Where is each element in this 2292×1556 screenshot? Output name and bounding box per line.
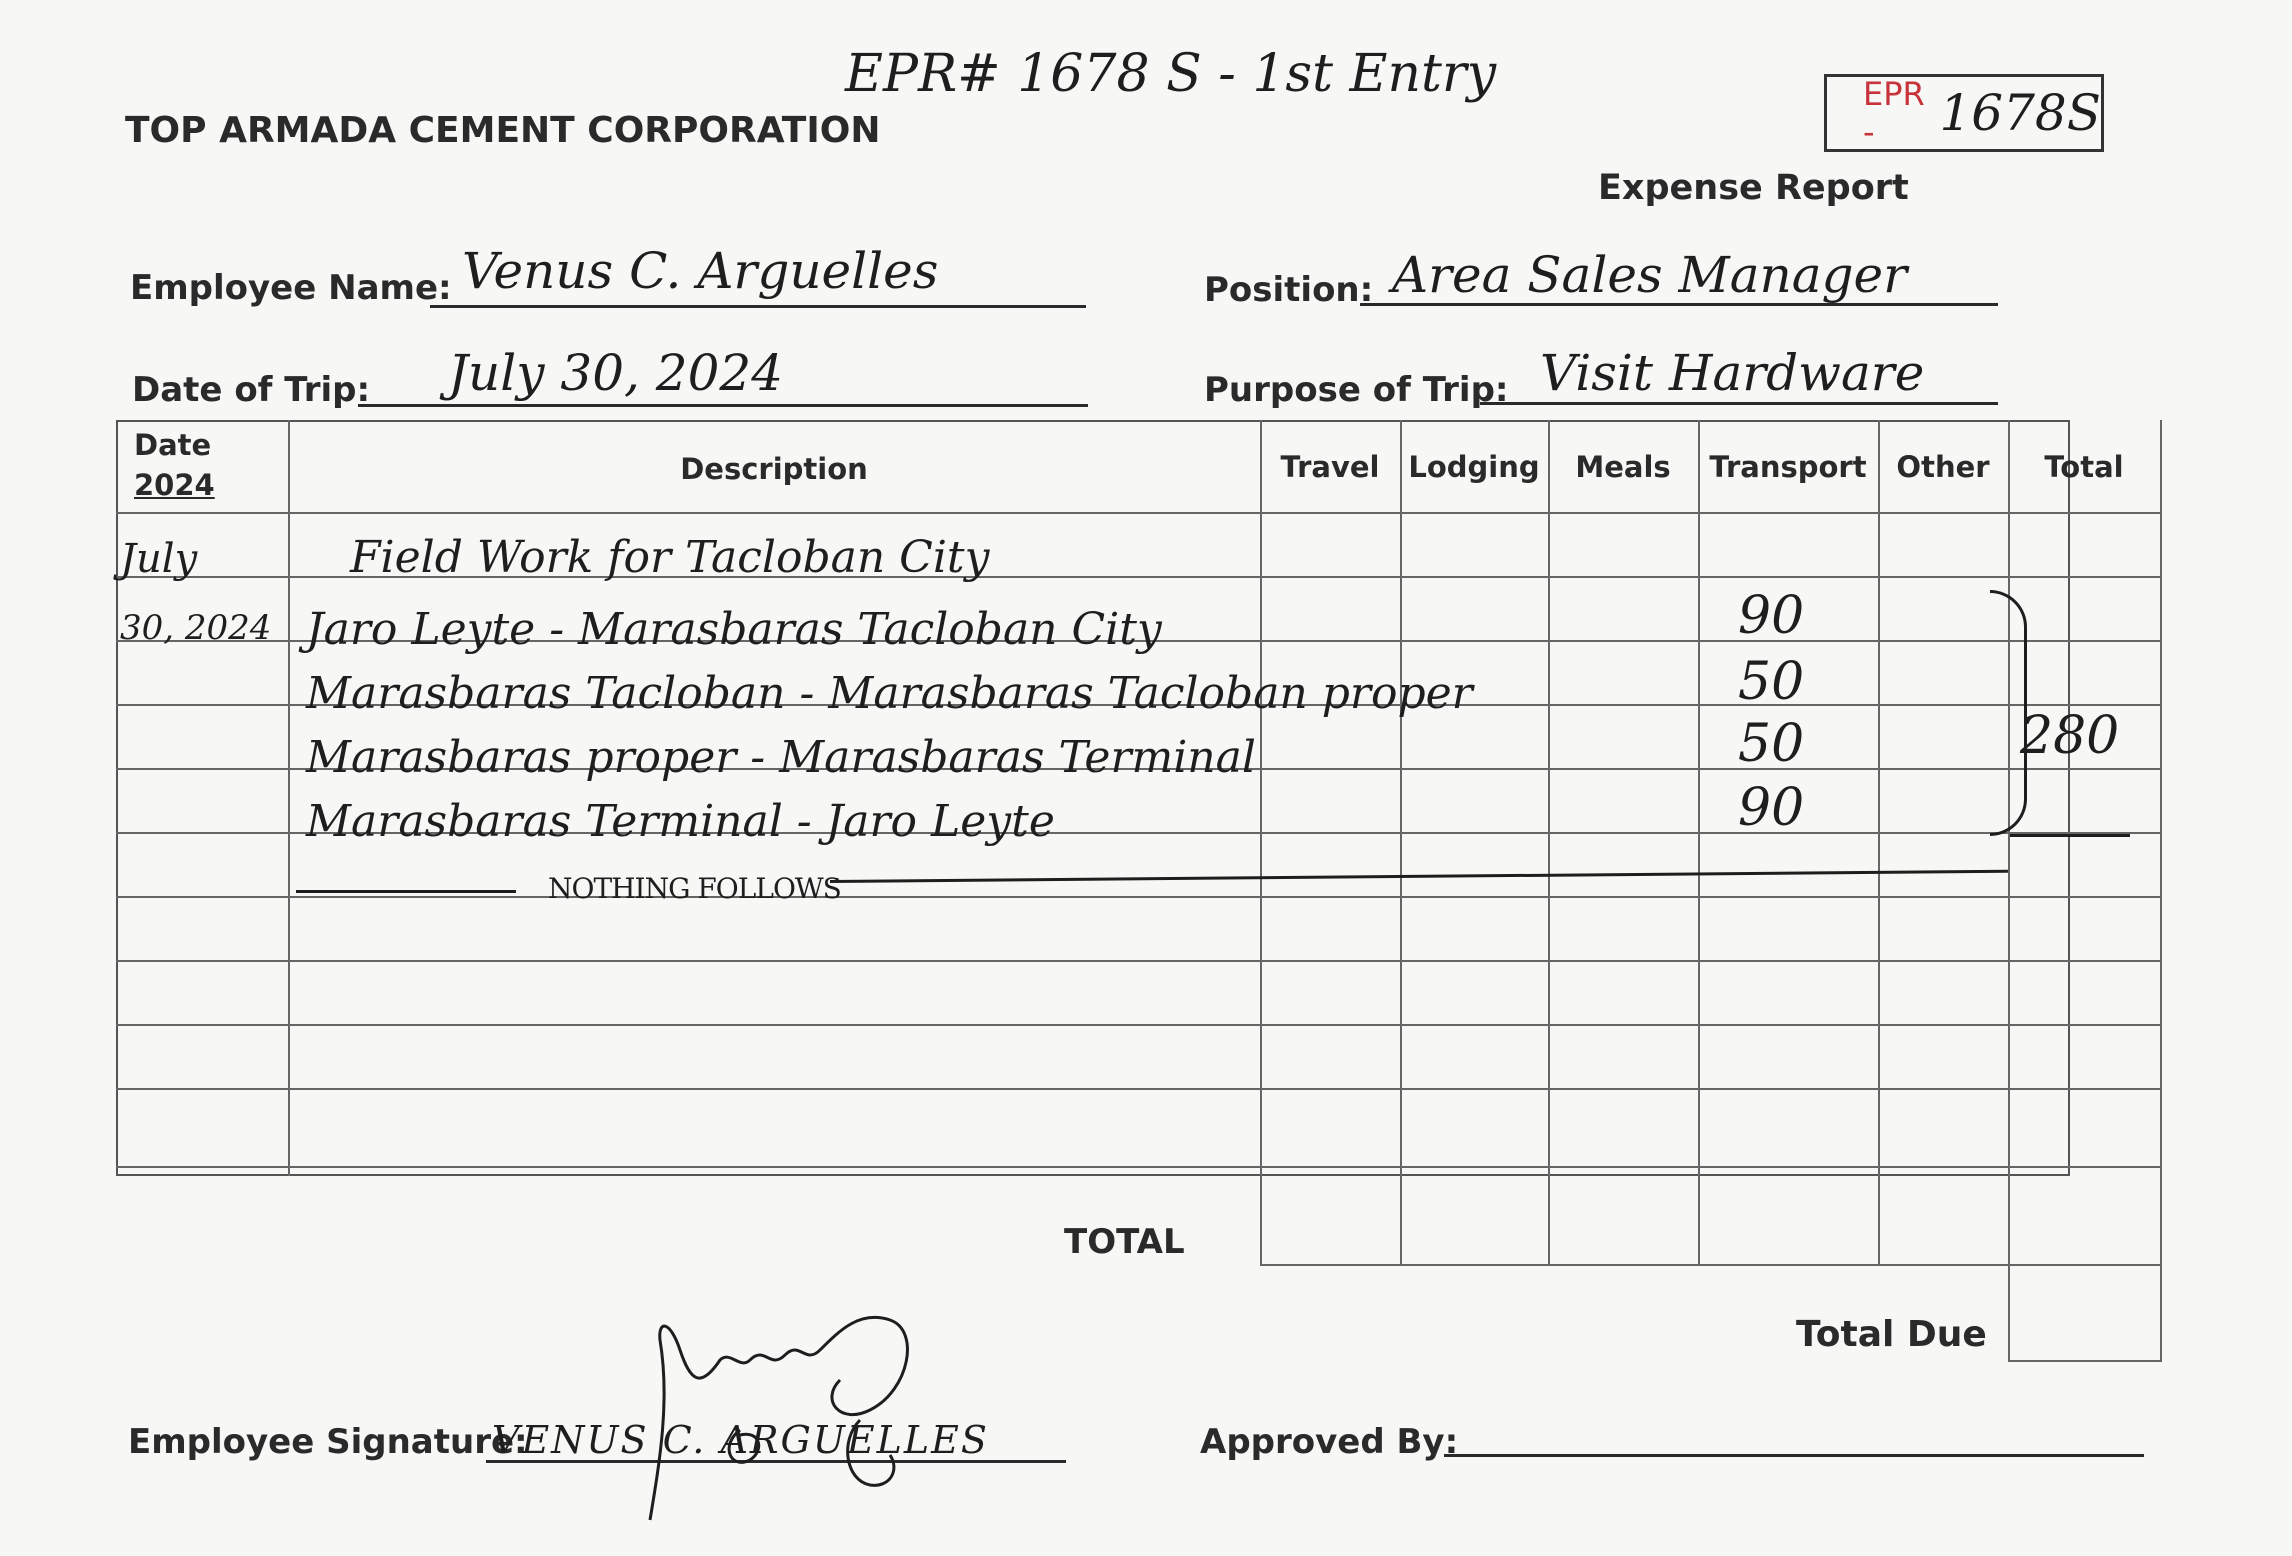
epr-prefix: EPR - (1863, 75, 1925, 151)
date-of-trip-value: July 30, 2024 (448, 344, 784, 402)
approved-by-label: Approved By: (1200, 1422, 1459, 1462)
transport-amount: 50 (1738, 652, 1805, 712)
company-name: TOP ARMADA CEMENT CORPORATION (125, 110, 881, 151)
row-divider (116, 960, 2160, 962)
col-meals-header: Meals (1575, 450, 1671, 484)
col-divider (1548, 420, 1550, 1266)
row-divider (116, 1088, 2160, 1090)
employee-name-line (430, 305, 1086, 308)
purpose-value: Visit Hardware (1540, 344, 1925, 402)
position-label: Position: (1204, 270, 1374, 310)
col-other-header: Other (1896, 450, 1990, 484)
col-divider (1878, 420, 1880, 1266)
nothing-follows-text: NOTHING FOLLOWS (548, 872, 841, 905)
grouped-total-value: 280 (2020, 706, 2120, 766)
col-divider (1260, 420, 1262, 1266)
nothing-follows-line-left (296, 890, 516, 893)
table-row-description: Marasbaras Tacloban - Marasbaras Tacloban proper (306, 668, 1473, 719)
col-lodging-header: Lodging (1408, 450, 1540, 484)
col-divider (2008, 420, 2010, 1362)
grouped-total-underline (2010, 834, 2130, 837)
col-description-header: Description (680, 452, 868, 486)
table-row-description: Jaro Leyte - Marasbaras Tacloban City (306, 604, 1162, 655)
transport-amount: 90 (1738, 778, 1805, 838)
col-divider (1698, 420, 1700, 1266)
row-divider (116, 1166, 2160, 1168)
date-entry-day: 30, 2024 (120, 608, 272, 648)
epr-number: 1678S (1939, 84, 2101, 142)
date-of-trip-label: Date of Trip: (132, 370, 371, 410)
col-travel-header: Travel (1280, 450, 1380, 484)
purpose-line (1480, 402, 1998, 405)
epr-handwritten-note: EPR# 1678 S - 1st Entry (845, 44, 1497, 104)
total-due-box-bottom (2008, 1360, 2162, 1362)
table-row-description: Field Work for Tacloban City (350, 532, 990, 583)
employee-signature-label: Employee Signature: (128, 1422, 528, 1462)
total-row-bottom (1260, 1264, 2160, 1266)
col-divider (1400, 420, 1402, 1266)
signature-scrawl (590, 1280, 970, 1540)
report-title: Expense Report (1598, 168, 1909, 208)
total-label: TOTAL (1064, 1222, 1185, 1262)
table-row-description: Marasbaras proper - Marasbaras Terminal (306, 732, 1256, 783)
transport-amount: 90 (1738, 586, 1805, 646)
col-date-header: Date (134, 428, 212, 462)
epr-number-box (1824, 74, 2104, 152)
total-due-label: Total Due (1796, 1314, 1987, 1355)
employee-name-value: Venus C. Arguelles (462, 242, 939, 300)
row-divider (116, 512, 2160, 514)
row-divider (116, 1024, 2160, 1026)
col-total-header: Total (2044, 450, 2124, 484)
col-divider (2160, 420, 2162, 1362)
row-divider (116, 896, 2160, 898)
transport-amount: 50 (1738, 714, 1805, 774)
col-date-year: 2024 (134, 468, 215, 502)
purpose-label: Purpose of Trip: (1204, 370, 1509, 410)
approved-by-line (1444, 1454, 2144, 1457)
col-divider (288, 420, 290, 1176)
signature-printed-name: VENUS C. ARGUELLES (492, 1418, 989, 1462)
employee-name-label: Employee Name: (130, 268, 452, 308)
position-value: Area Sales Manager (1392, 246, 1908, 304)
date-entry-month: July (120, 536, 198, 582)
table-row-description: Marasbaras Terminal - Jaro Leyte (306, 796, 1055, 847)
date-of-trip-line (358, 404, 1088, 407)
col-transport-header: Transport (1709, 450, 1867, 484)
